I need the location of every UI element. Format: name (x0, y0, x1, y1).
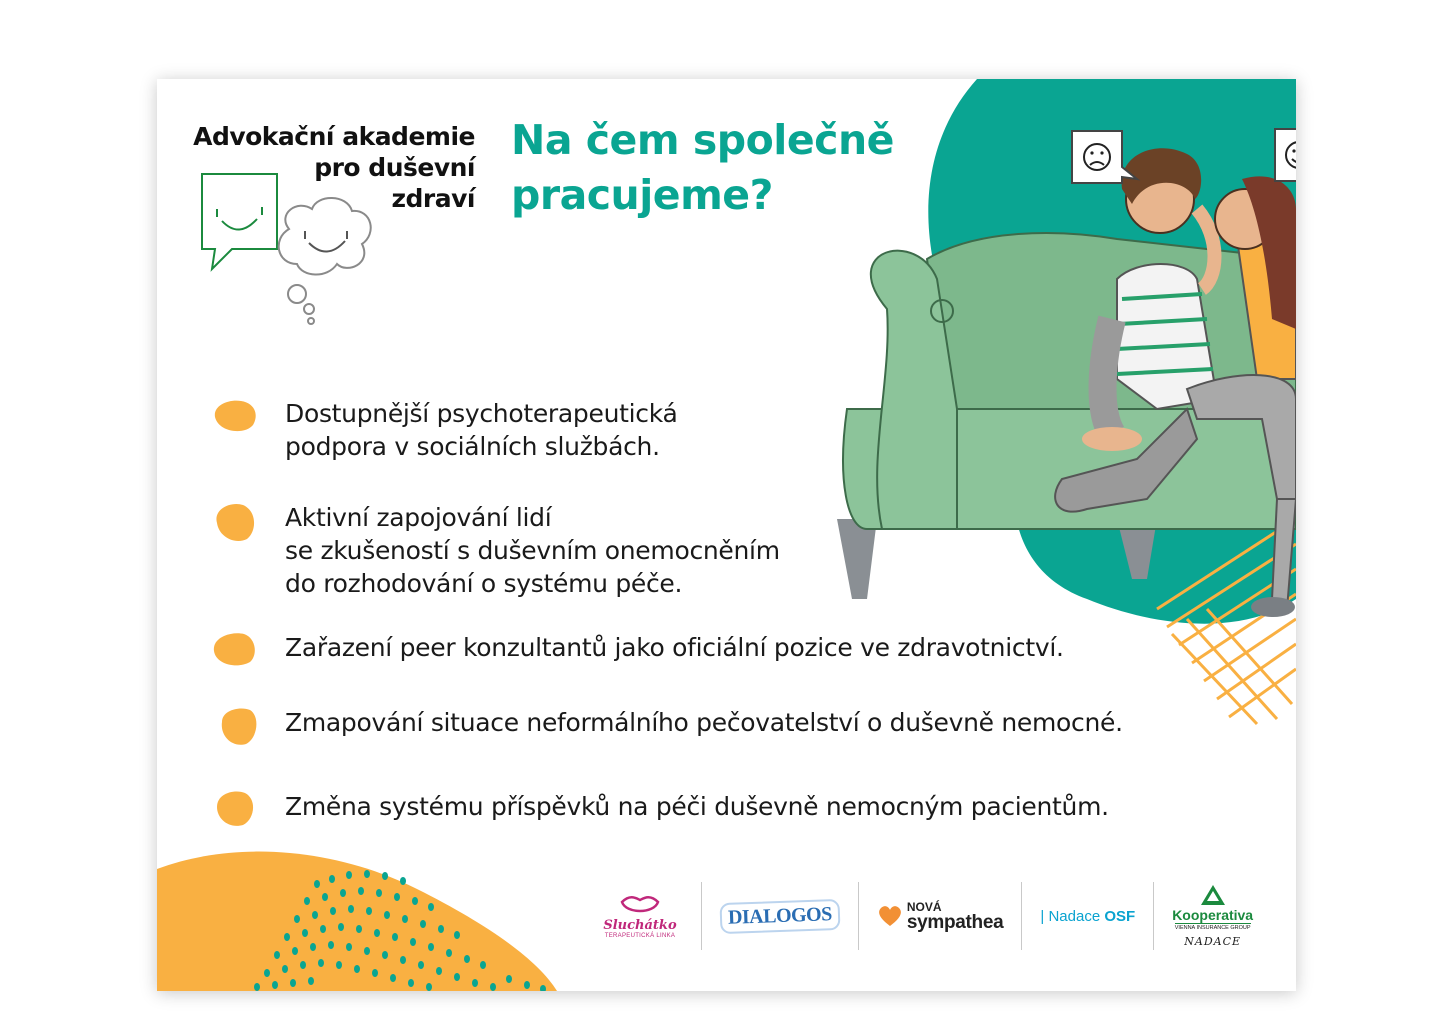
bullet-dot-icon (213, 787, 257, 829)
list-item-line: Zařazení peer konzultantů jako oficiální pozice ve zdravotnictví. (285, 633, 1064, 662)
sponsor-subtitle: TERAPEUTICKÁ LINKA (604, 932, 676, 939)
brand-title-line: zdraví (391, 184, 475, 213)
divider (701, 882, 702, 950)
bullet-dot-icon (210, 629, 258, 669)
list-item-line: do rozhodování o systému péče. (285, 569, 683, 598)
infographic-card (157, 79, 1296, 991)
sponsor-name: Kooperativa (1172, 906, 1254, 923)
sponsor-name: OSF (1104, 907, 1136, 925)
sponsor-name-line: NOVÁ (906, 899, 942, 914)
sponsor-name-line: sympathea (906, 911, 1004, 933)
sponsor-subtitle: VIENNA INSURANCE GROUP (1174, 924, 1251, 931)
list-item (285, 790, 1109, 823)
brand-title-line: Advokační akademie (193, 122, 475, 151)
sofa-leg (837, 519, 877, 599)
bullet-dot-icon (216, 704, 260, 748)
sponsor-name: Sluchátko (603, 917, 677, 933)
divider (1021, 882, 1022, 950)
bullet-dot-icon (211, 501, 257, 543)
list-item-line: Dostupnější psychoterapeutická (285, 399, 678, 428)
sponsor-prefix: Nadace (1048, 907, 1101, 925)
sponsor-kooperativa-logo (1172, 882, 1253, 950)
corner-decoration (157, 829, 577, 991)
sponsor-subtitle: NADACE (1184, 934, 1242, 948)
brand-title-line: pro duševní (314, 153, 475, 182)
brand-logo (197, 169, 377, 329)
sponsor-nova-sympathea-logo (877, 882, 1004, 950)
headline-line: Na čem společně (511, 116, 894, 164)
list-item (285, 631, 1064, 664)
speech-bubble-smile-icon (202, 174, 277, 269)
list-item-line: Změna systému příspěvků na péči duševně nemocným pacientům. (285, 792, 1109, 821)
list-item-line: Zmapování situace neformálního pečovatelství o duševně nemocné. (285, 708, 1123, 737)
bullet-dot-icon (211, 397, 259, 435)
list-item-line: podpora v sociálních službách. (285, 432, 660, 461)
kooperativa-emblem-icon (1201, 885, 1225, 905)
thought-cloud-smile-icon (279, 198, 371, 324)
heart-icon (877, 904, 903, 928)
list-item (285, 706, 1123, 739)
sponsor-name: DIALOGOS (719, 898, 840, 933)
divider (858, 882, 859, 950)
sponsor-logos (597, 876, 1267, 956)
divider (1153, 882, 1154, 950)
sponsor-nadace-osf-logo: | Nadace OSF (1040, 907, 1136, 925)
sponsor-sluchatko-logo (597, 882, 683, 950)
list-item (285, 501, 780, 600)
list-item-line: se zkušeností s duševním onemocněním (285, 536, 780, 565)
list-item-line: Aktivní zapojování lidí (285, 503, 552, 532)
smile-face-bubble (1275, 129, 1296, 181)
list-item (285, 397, 677, 463)
lips-icon (620, 894, 660, 916)
headline (511, 113, 931, 223)
sponsor-dialogos-logo (720, 882, 840, 950)
headline-line: pracujeme? (511, 171, 773, 219)
